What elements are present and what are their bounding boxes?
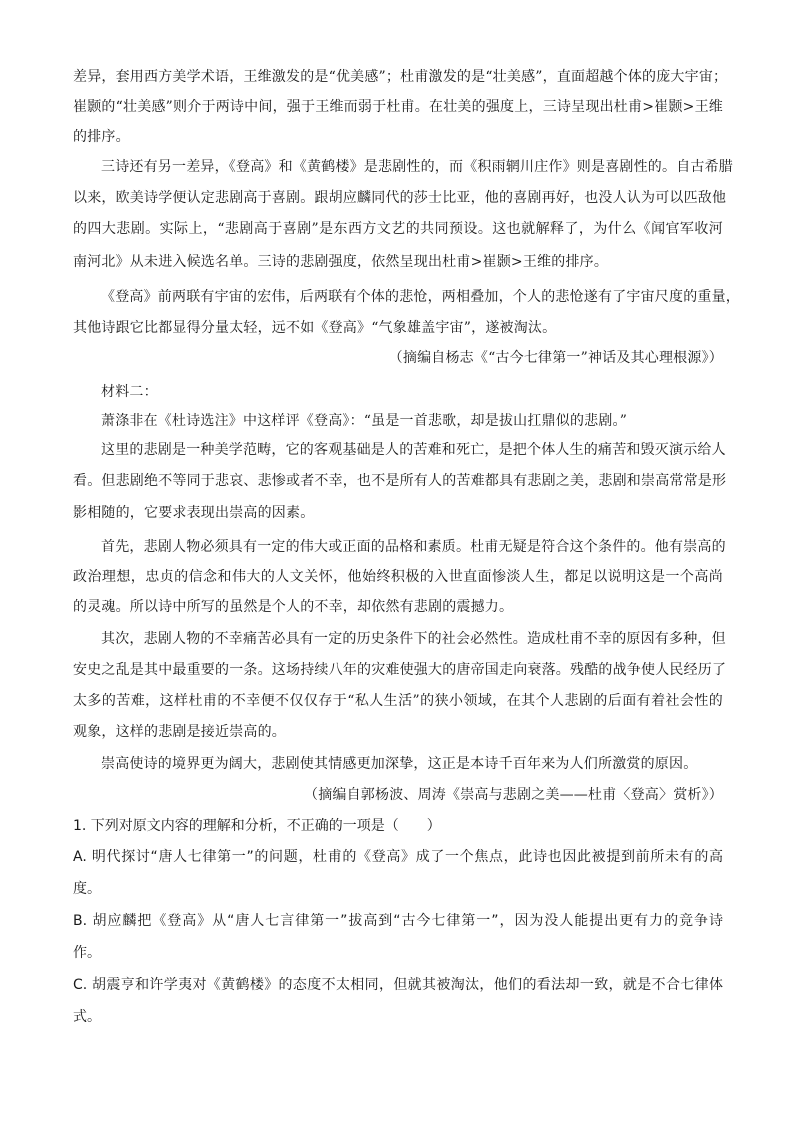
source-citation: （摘编自杨志《“古今七律第一”神话及其心理根源》） bbox=[388, 350, 723, 366]
section-heading: 材料二： bbox=[101, 384, 158, 400]
paragraph-line: 安史之乱是其中最重要的一条。这场持续八年的灾难使强大的唐帝国走向衰落。残酷的战争使人民经历了 bbox=[73, 662, 727, 678]
option-text: 度。 bbox=[73, 881, 101, 897]
option-text: C. 胡震亨和许学夷对《黄鹤楼》的态度不太相同，但就其被淘汰，他们的看法却一致，就是不合七律体 bbox=[73, 977, 723, 993]
paragraph-line: 其次，悲剧人物的不幸痛苦必具有一定的历史条件下的社会必然性。造成杜甫不幸的原因有多种，但 bbox=[101, 631, 726, 647]
question-stem: 1. 下列对原文内容的理解和分析，不正确的一项是（ ） bbox=[73, 818, 441, 834]
source-citation: （摘编自郭杨波、周涛《崇高与悲剧之美——杜甫〈登高〉赏析》） bbox=[304, 787, 723, 803]
paragraph-line: 萧涤非在《杜诗选注》中这样评《登高》：“虽是一首悲歌，却是拔山扛鼎似的悲剧。” bbox=[101, 413, 628, 429]
paragraph-line: 的排序。 bbox=[73, 129, 130, 145]
paragraph-line: 的灵魂。所以诗中所写的虽然是个人的不幸，却依然有悲剧的震撼力。 bbox=[73, 599, 514, 615]
paragraph-line: 太多的苦难，这样杜甫的不幸便不仅仅存于“私人生活”的狭小领域，在其个人悲剧的后面有着社会性的 bbox=[73, 693, 723, 709]
paragraph-line: 差异，套用西方美学术语，王维激发的是“优美感”；杜甫激发的是“壮美感”，直面超越个体的庞大宇宙； bbox=[73, 69, 728, 85]
paragraph-line: 的四大悲剧。实际上，“悲剧高于喜剧”是东西方文艺的共同预设。这也就解释了，为什么《闻官军收河 bbox=[73, 221, 723, 237]
option-text: A. 明代探讨“唐人七律第一”的问题，杜甫的《登高》成了一个焦点，此诗也因此被提到前所未有的高 bbox=[73, 849, 723, 865]
paragraph-line: 影相随的，它要求表现出崇高的因素。 bbox=[73, 505, 315, 521]
paragraph-line: 这里的悲剧是一种美学范畴，它的客观基础是人的苦难和死亡，是把个体人生的痛苦和毁灭演示给人 bbox=[101, 442, 726, 458]
paragraph-line: 南河北》从未进入候选名单。三诗的悲剧强度，依然呈现出杜甫>崔颢>王维的排序。 bbox=[73, 254, 609, 270]
paragraph-line: 崇高使诗的境界更为阔大，悲剧使其情感更加深挚，这正是本诗千百年来为人们所激赏的原因。 bbox=[101, 756, 698, 772]
paragraph-line: 三诗还有另一差异，《登高》和《黄鹤楼》是悲剧性的，而《积雨辋川庄作》则是喜剧性的。自古希腊 bbox=[101, 159, 733, 175]
paragraph-line: 其他诗跟它比都显得分量太轻，远不如《登高》“气象雄盖宇宙”，遂被淘汰。 bbox=[73, 320, 557, 336]
paragraph-line: 看。但悲剧绝不等同于悲哀、悲惨或者不幸，也不是所有人的苦难都具有悲剧之美，悲剧和崇高常常是形 bbox=[73, 473, 727, 489]
paragraph-line: 观象，这样的悲剧是接近崇高的。 bbox=[73, 724, 286, 740]
option-text: 式。 bbox=[73, 1009, 101, 1025]
option-text: B. 胡应麟把《登高》从“唐人七言律第一”拔高到“古今七律第一”，因为没人能提出更有力的竞争诗 bbox=[73, 913, 723, 929]
paragraph-line: 首先，悲剧人物必须具有一定的伟大或正面的品格和素质。杜甫无疑是符合这个条件的。他有崇高的 bbox=[101, 539, 726, 555]
paragraph-line: 以来，欧美诗学便认定悲剧高于喜剧。跟胡应麟同代的莎士比亚，他的喜剧再好，也没人认为可以匹敌他 bbox=[73, 190, 727, 206]
paragraph-line: 崔颢的“壮美感”则介于两诗中间，强于王维而弱于杜甫。在壮美的强度上，三诗呈现出杜甫>崔颢>王维 bbox=[73, 99, 723, 115]
paragraph-line: 《登高》前两联有宇宙的宏伟，后两联有个体的悲怆，两相叠加，个人的悲怆遂有了宇宙尺度的重量， bbox=[101, 289, 740, 305]
paragraph-line: 政治理想，忠贞的信念和伟大的人文关怀，他始终积极的入世直面惨淡人生，都足以说明这是一个高尚 bbox=[73, 569, 723, 585]
option-text: 作。 bbox=[73, 945, 101, 961]
